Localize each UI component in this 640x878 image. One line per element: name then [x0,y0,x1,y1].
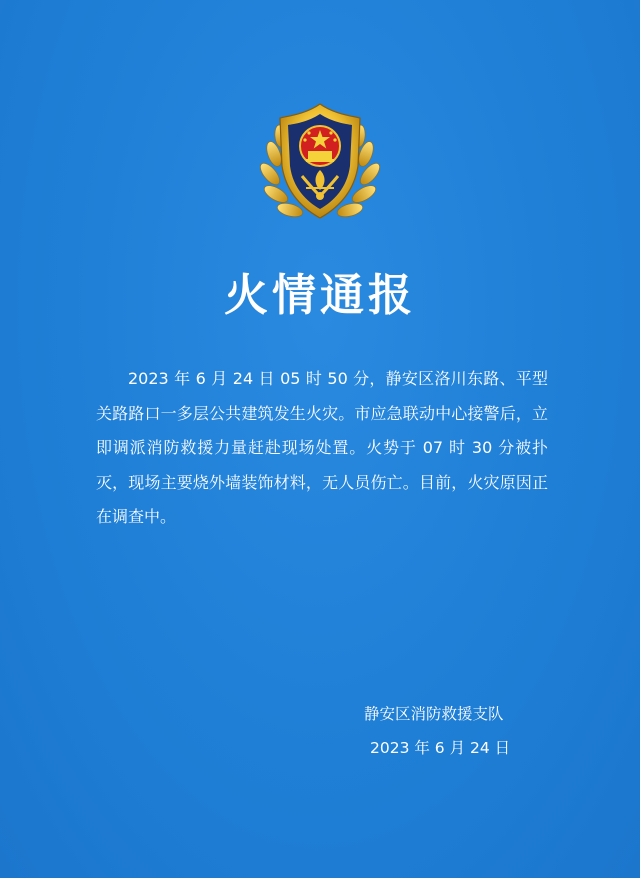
notice-title: 火情通报 [224,270,416,321]
fire-rescue-emblem-icon [252,96,388,232]
notice-body: 2023 年 6 月 24 日 05 时 50 分，静安区洛川东路、平型关路路口一多层公共建筑发生火灾。市应急联动中心接警后，立即调派消防救援力量赶赴现场处置。火势于 07 时 30 分被扑灭，现场主要烧外墙装饰材料，无人员伤亡。目前，火灾原因正在调查中。 [96,369,548,526]
issuer-signature: 静安区消防救援支队 [364,705,504,723]
issue-date: 2023 年 6 月 24 日 [370,739,511,757]
